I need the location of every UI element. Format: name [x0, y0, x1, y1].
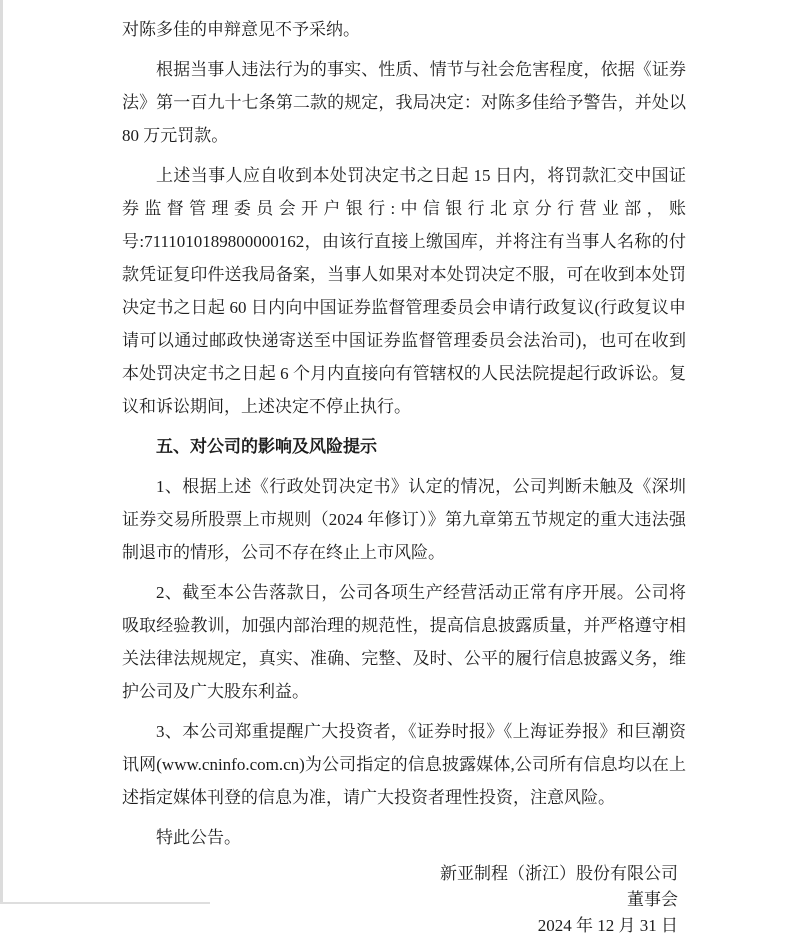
paragraph: 上述当事人应自收到本处罚决定书之日起 15 日内，将罚款汇交中国证券监督管理委员会开户银行:中信银行北京分行营业部，账号:7111010189800000162，由该行直接上缴国库，并将注有当事人名称的付款凭证复印件送我局备案，当事人如果对本处罚决定不服，可在收到本处罚决定书之日起 60 日内向中国证券监督管理委员会申请行政复议(行政复议申请可以通过邮政快递寄送至中国证券监督管理委员会法治司)，也可在收到本处罚决定书之日起 6 个月内直接向有管辖权的人民法院提起行政诉讼。复议和诉讼期间，上述决定不停止执行。 [122, 166, 686, 416]
signature-date: 2024 年 12 月 31 日 [537, 916, 678, 935]
paragraph: 根据当事人违法行为的事实、性质、情节与社会危害程度，依据《证券法》第一百九十七条第二款的规定，我局决定：对陈多佳给予警告，并处以 80 万元罚款。 [122, 60, 686, 145]
section-heading: 五、对公司的影响及风险提示 [156, 437, 377, 456]
paragraph: 1、根据上述《行政处罚决定书》认定的情况，公司判断未触及《深圳证券交易所股票上市规则（2024 年修订）》第九章第五节规定的重大违法强制退市的情形，公司不存在终止上市风险。 [122, 477, 686, 562]
signature-signer: 董事会 [627, 890, 678, 909]
paragraph: 2、截至本公告落款日，公司各项生产经营活动正常有序开展。公司将吸取经验教训，加强内部治理的规范性，提高信息披露质量，并严格遵守相关法律法规规定，真实、准确、完整、及时、公平的履行信息披露义务，维护公司及广大股东利益。 [122, 583, 686, 701]
signature-block [122, 861, 686, 939]
page-left-edge [0, 0, 3, 904]
paragraph: 特此公告。 [156, 828, 241, 847]
paragraph: 对陈多佳的申辩意见不予采纳。 [122, 20, 360, 39]
announcement-body [122, 13, 686, 939]
paragraph: 3、本公司郑重提醒广大投资者，《证券时报》《上海证券报》和巨潮资讯网(www.cninfo.com.cn)为公司指定的信息披露媒体,公司所有信息均以在上述指定媒体刊登的信息为准，请广大投资者理性投资，注意风险。 [122, 722, 686, 807]
paragraph-list [122, 13, 686, 854]
signature-company: 新亚制程（浙江）股份有限公司 [440, 864, 678, 883]
